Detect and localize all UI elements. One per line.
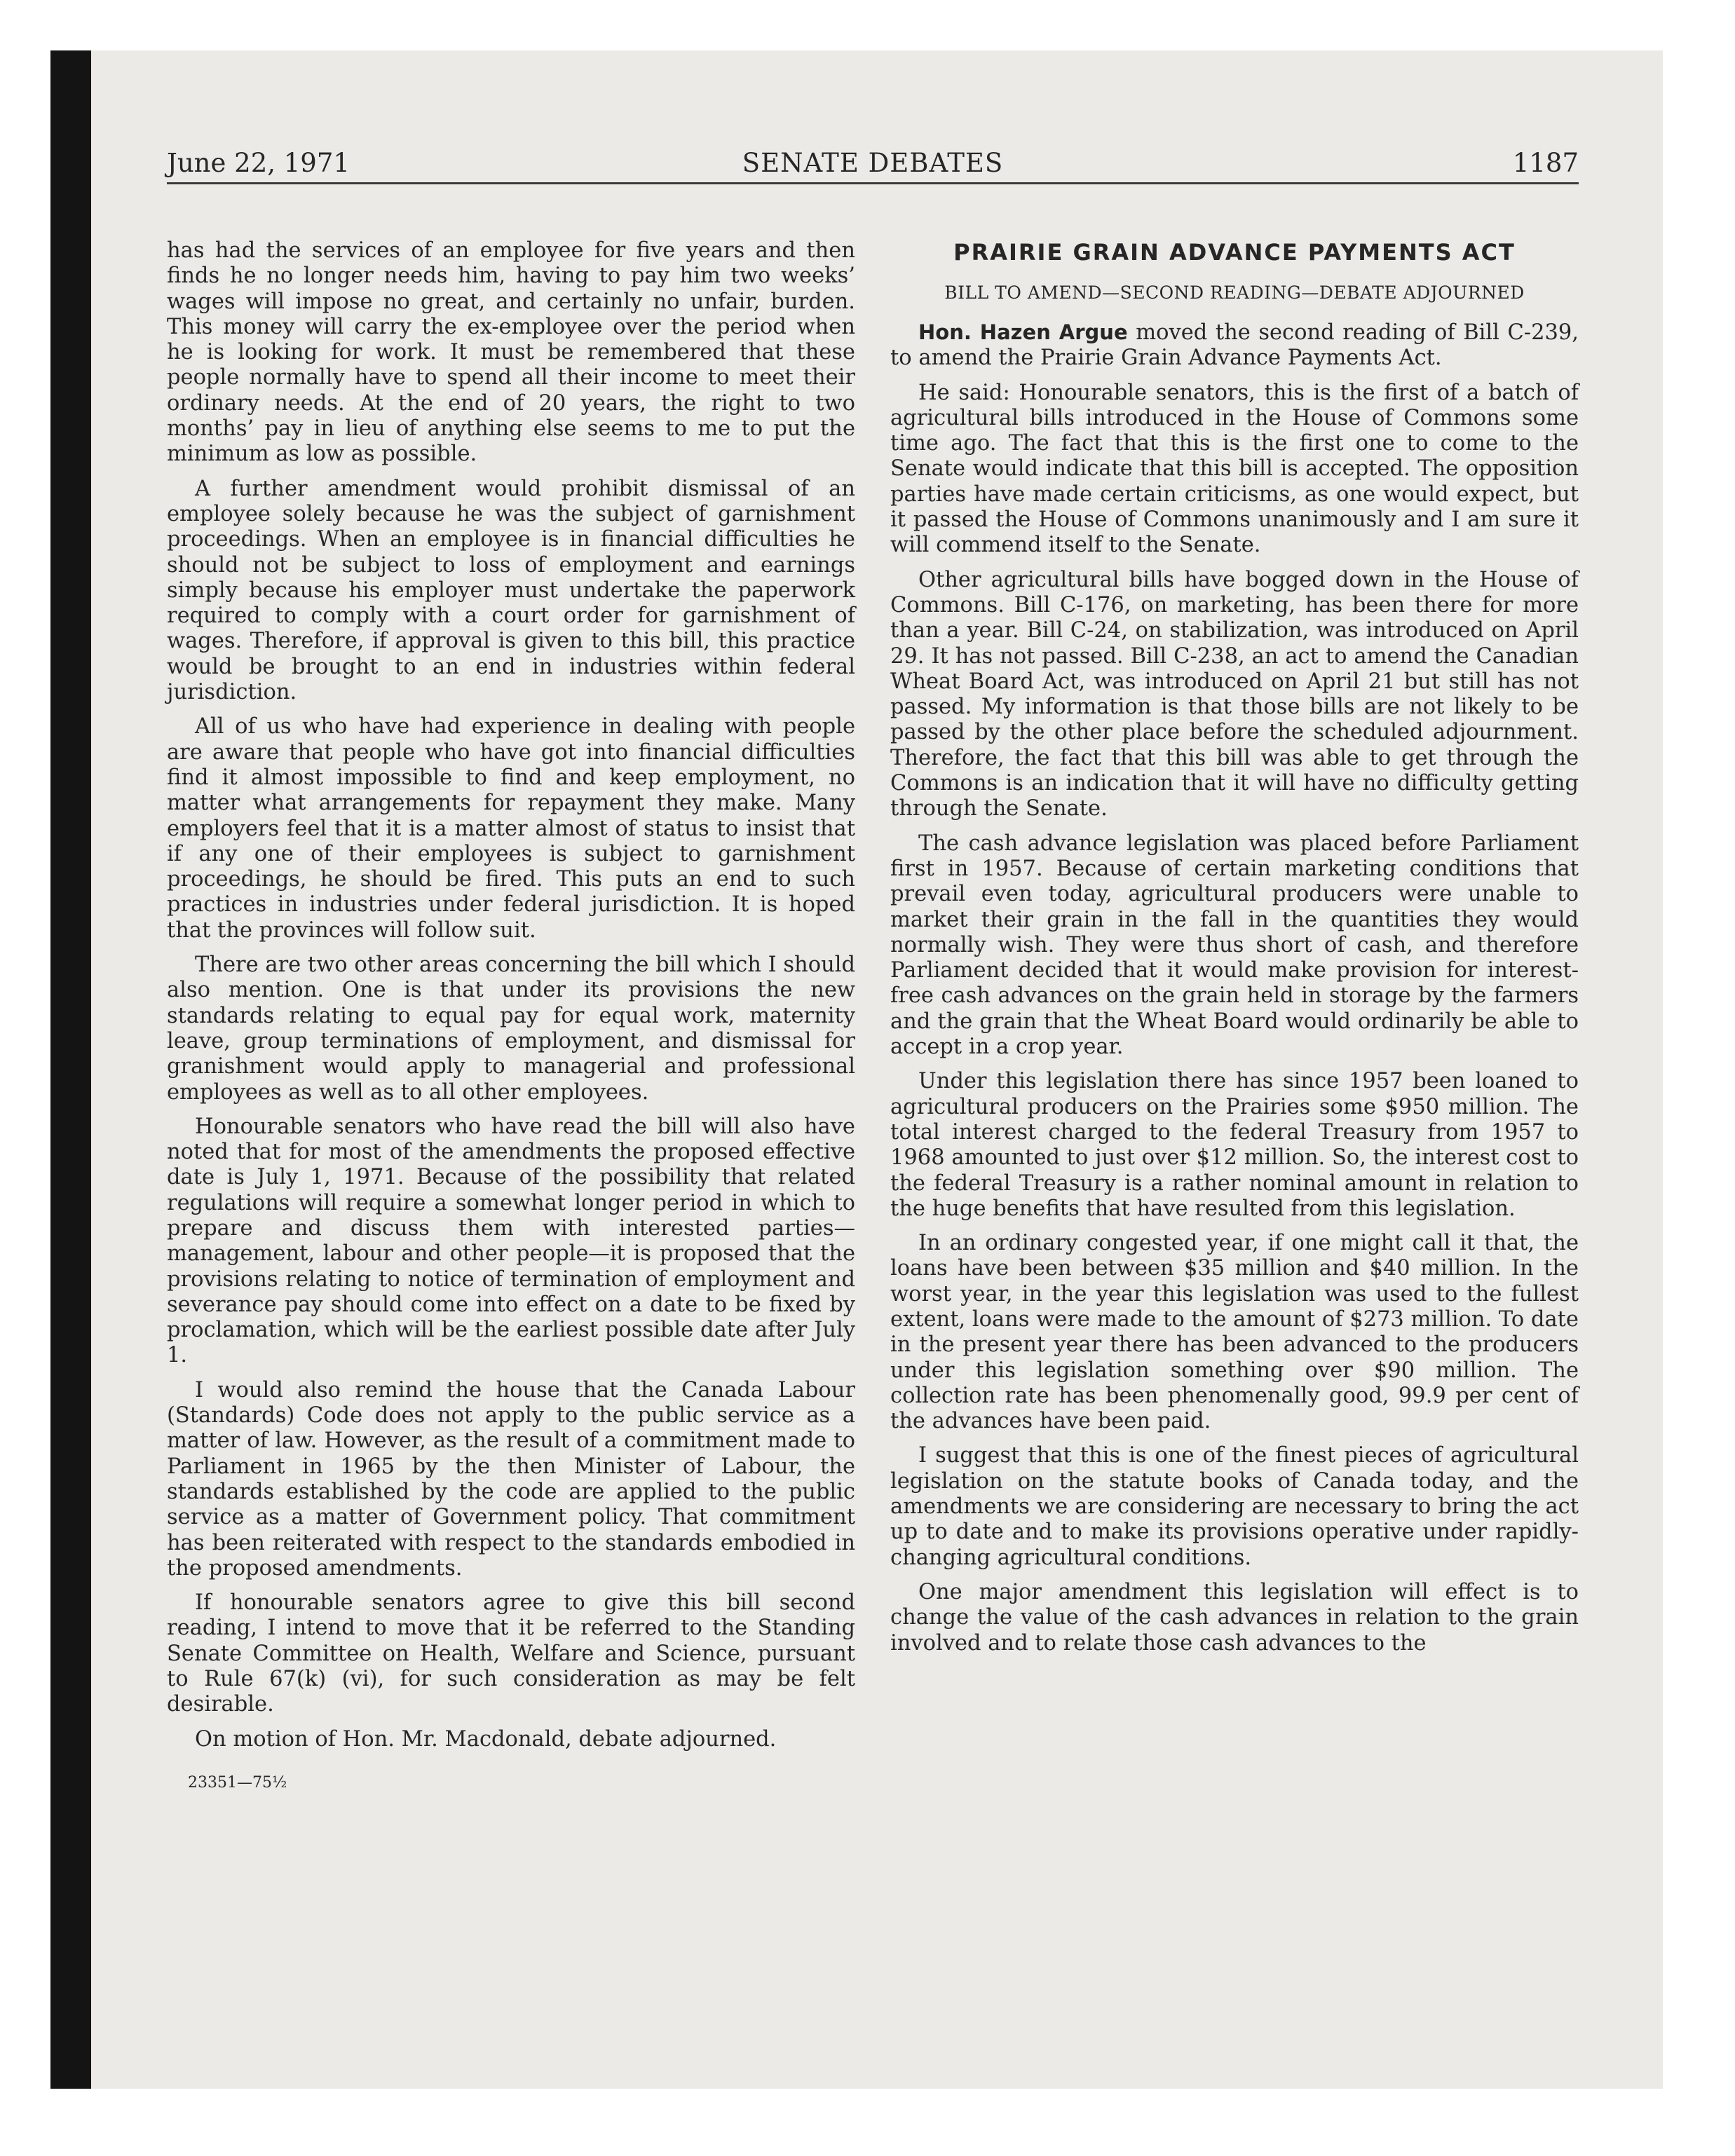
speaker-name: Hon. Hazen Argue (918, 320, 1128, 344)
paragraph: has had the services of an employee for five years and then finds he no longer needs him, having to pay him two weeks’ wages will impose no great, and certainly no unfair, burden. This money will carry the ex-employee over the period when he is looking for work. It must be remembered that these people normally have to spend all their income to meet their ordinary needs. At the end of 20 years, the right to two months’ pay in lieu of anything else seems to me to put the minimum as low as possible. (167, 238, 855, 467)
right-column (890, 238, 1579, 1665)
page-footnote: 23351—75½ (188, 1773, 287, 1792)
speaker-text: moved the second reading of Bill C-239, to amend the Prairie Grain Advance Payments Act. (890, 320, 1579, 371)
section-subtitle: BILL TO AMEND—SECOND READING—DEBATE ADJOURNED (944, 282, 1525, 303)
scan-edge-bar (50, 50, 91, 2089)
speaker-paragraph (890, 320, 1579, 371)
paragraph: Other agricultural bills have bogged down in the House of Commons. Bill C-176, on marketing, has been there for more than a year. Bill C-24, on stabilization, was introduced on April 29. It has not passed. Bill C-238, an act to amend the Canadian Wheat Board Act, was introduced on April 21 but still has not passed. My information is that those bills are not likely to be passed by the other place before the scheduled adjournment. Therefore, the fact that this bill was able to get through the Commons is an indication that it will have no difficulty getting through the Senate. (890, 567, 1579, 821)
paragraph: On motion of Hon. Mr. Macdonald, debate adjourned. (195, 1726, 777, 1752)
paragraph: I suggest that this is one of the finest pieces of agricultural legislation on the statute books of Canada today, and the amendments we are considering are necessary to bring the act up to date and to make its provisions operative under rapidly-changing agricultural conditions. (890, 1443, 1579, 1570)
paragraph: Honourable senators who have read the bill will also have noted that for most of the amendments the proposed effective date is July 1, 1971. Because of the possibility that related regulations will require a somewhat longer period in which to prepare and discuss them with interested parties—management, labour and other people—it is proposed that the provisions relating to notice of termination of employment and severance pay should come into effect on a date to be fixed by proclamation, which will be the earliest possible date after July 1. (167, 1114, 855, 1368)
paragraph: A further amendment would prohibit dismissal of an employee solely because he was the subject of garnishment proceedings. When an employee is in financial difficulties he should not be subject to loss of employment and earnings simply because his employer must undertake the paperwork required to comply with a court order for garnishment of wages. Therefore, if approval is given to this bill, this practice would be brought to an end in industries within federal jurisdiction. (167, 476, 855, 705)
paragraph: He said: Honourable senators, this is the first of a batch of agricultural bills introduced in the House of Commons some time ago. The fact that this is the first one to come to the Senate would indicate that this bill is accepted. The opposition parties have made certain criticisms, as one would expect, but it passed the House of Commons unanimously and I am sure it will commend itself to the Senate. (890, 380, 1579, 558)
running-header (167, 140, 1579, 184)
header-date: June 22, 1971 (167, 148, 350, 178)
paragraph: There are two other areas concerning the bill which I should also mention. One is that under its provisions the new standards relating to equal pay for equal work, maternity leave, group terminations of employment, and dismissal for granishment would apply to managerial and professional employees as well as to all other employees. (167, 953, 855, 1105)
paragraph: Under this legislation there has since 1957 been loaned to agricultural producers on the Prairies some $950 million. The total interest charged to the federal Treasury from 1957 to 1968 amounted to just over $12 million. So, the interest cost to the federal Treasury is a rather nominal amount in relation to the huge benefits that have resulted from this legislation. (890, 1069, 1579, 1221)
paragraph: If honourable senators agree to give this bill second reading, I intend to move that it be referred to the Standing Senate Committee on Health, Welfare and Science, pursuant to Rule 67(k) (vi), for such consideration as may be felt desirable. (167, 1590, 855, 1717)
paragraph: I would also remind the house that the Canada Labour (Standards) Code does not apply to the public service as a matter of law. However, as the result of a commitment made to Parliament in 1965 by the then Minister of Labour, the standards established by the code are applied to the public service as a matter of Government policy. That commitment has been reiterated with respect to the standards embodied in the proposed amendments. (167, 1377, 855, 1581)
header-title: SENATE DEBATES (742, 148, 1004, 178)
left-column (167, 238, 855, 1796)
page-content (167, 140, 1579, 1792)
section-title: PRAIRIE GRAIN ADVANCE PAYMENTS ACT (953, 239, 1516, 266)
paragraph: In an ordinary congested year, if one might call it that, the loans have been between $35 million and $40 million. In the worst year, in the year this legislation was used to the fullest extent, loans were made to the amount of $273 million. To date in the present year there has been advanced to the producers under this legislation something over $90 million. The collection rate has been phenomenally good, 99.9 per cent of the advances have been paid. (890, 1231, 1579, 1434)
header-page-number: 1187 (1512, 148, 1579, 178)
paragraph: The cash advance legislation was placed before Parliament first in 1957. Because of certain marketing conditions that prevail even today, agricultural producers were unable to market their grain in the fall in the quantities they would normally wish. They were thus short of cash, and therefore Parliament decided that it would make provision for interest-free cash advances on the grain held in storage by the farmers and the grain that the Wheat Board would ordinarily be able to accept in a crop year. (890, 831, 1579, 1060)
paragraph: All of us who have had experience in dealing with people are aware that people who have got into financial difficulties find it almost impossible to find and keep employment, no matter what arrangements for repayment they make. Many employers feel that it is a matter almost of status to insist that if any one of their employees is subject to garnishment proceedings, he should be fired. This puts an end to such practices in industries under federal jurisdiction. It is hoped that the provinces will follow suit. (167, 714, 855, 943)
paragraph: One major amendment this legislation will effect is to change the value of the cash advances in relation to the grain involved and to relate those cash advances to the (890, 1579, 1579, 1656)
